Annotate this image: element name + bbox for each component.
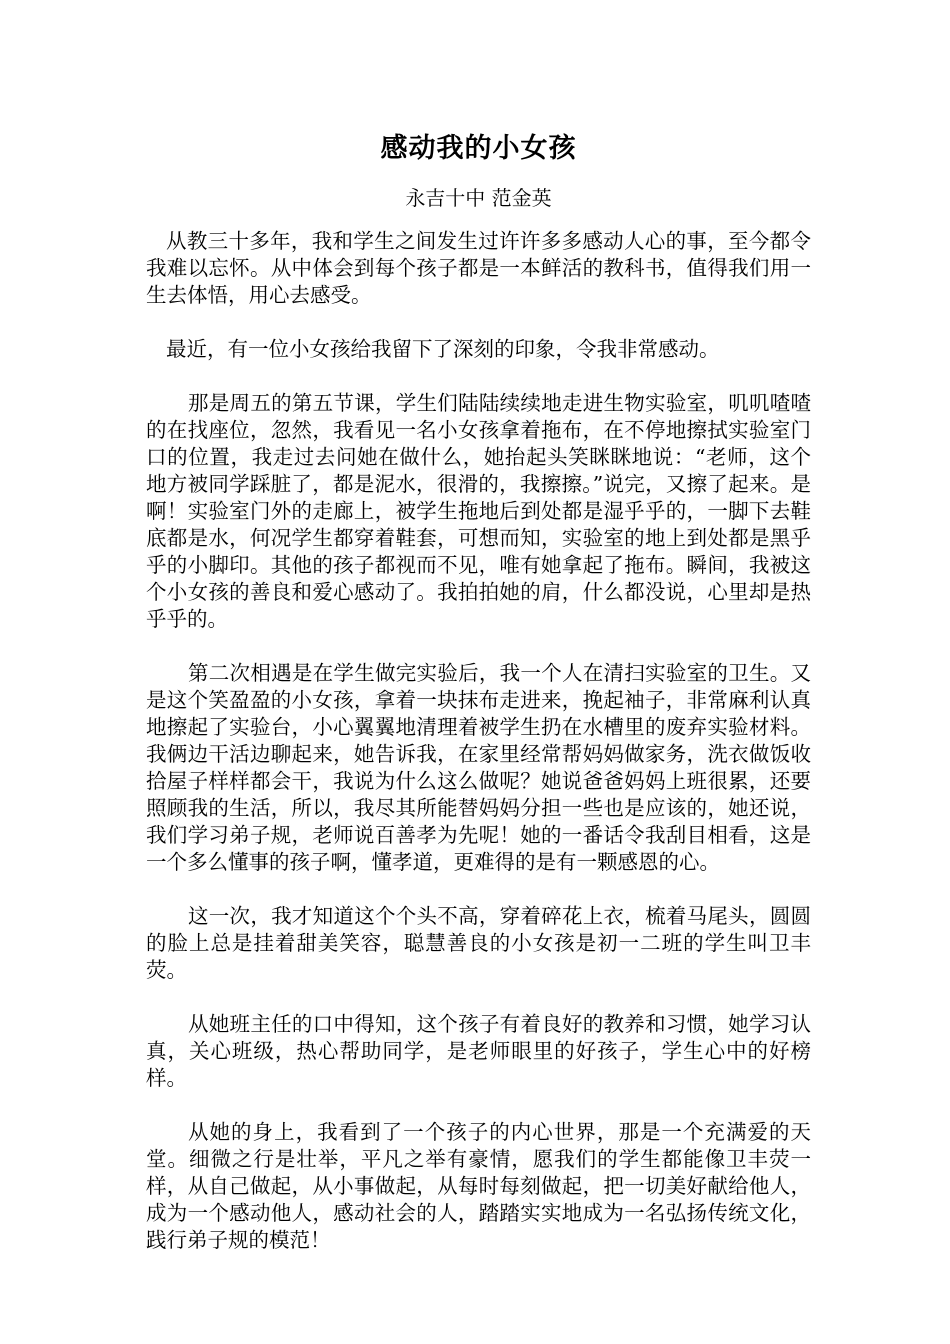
paragraph-7: 从她的身上，我看到了一个孩子的内心世界，那是一个充满爱的天堂。细微之行是壮举，平凡之举有豪情，愿我们的学生都能像卫丰荧一样，从自己做起，从小事做起，从每时每刻做起，把一切美好献给他人，成为一个感动他人，感动社会的人，踏踏实实地成为一名弘扬传统文化，践行弟子规的模范！ [146, 1120, 811, 1252]
document-page [146, 128, 811, 1281]
document-author: 永吉十中 范金英 [405, 186, 552, 210]
document-title: 感动我的小女孩 [380, 133, 577, 164]
paragraph-6: 从她班主任的口中得知，这个孩子有着良好的教养和习惯，她学习认真，关心班级，热心帮助同学，是老师眼里的好孩子，学生心中的好榜样。 [146, 1012, 811, 1090]
paragraph-1: 从教三十多年，我和学生之间发生过许许多多感动人心的事，至今都令我难以忘怀。从中体会到每个孩子都是一本鲜活的教科书，值得我们用一生去体悟，用心去感受。 [146, 229, 811, 307]
paragraph-2: 最近，有一位小女孩给我留下了深刻的印象，令我非常感动。 [166, 337, 720, 361]
paragraph-3: 那是周五的第五节课，学生们陆陆续续地走进生物实验室，叽叽喳喳的在找座位，忽然，我看见一名小女孩拿着拖布，在不停地擦拭实验室门口的位置，我走过去问她在做什么，她抬起头笑眯眯地说：“老师，这个地方被同学踩脏了，都是泥水，很滑的，我擦擦。”说完，又擦了起来。是啊！实验室门外的走廊上，被学生拖地后到处都是湿乎乎的，一脚下去鞋底都是水，何况学生都穿着鞋套，可想而知，实验室的地上到处都是黑乎乎的小脚印。其他的孩子都视而不见，唯有她拿起了拖布。瞬间，我被这个小女孩的善良和爱心感动了。我拍拍她的肩，什么都没说，心里却是热乎乎的。 [146, 391, 811, 631]
paragraph-4: 第二次相遇是在学生做完实验后，我一个人在清扫实验室的卫生。又是这个笑盈盈的小女孩，拿着一块抹布走进来，挽起袖子，非常麻利认真地擦起了实验台，小心翼翼地清理着被学生扔在水槽里的废弃实验材料。我俩边干活边聊起来，她告诉我，在家里经常帮妈妈做家务，洗衣做饭收拾屋子样样都会干，我说为什么这么做呢？她说爸爸妈妈上班很累，还要照顾我的生活，所以，我尽其所能替妈妈分担一些也是应该的，她还说，我们学习弟子规，老师说百善孝为先呢！她的一番话令我刮目相看，这是一个多么懂事的孩子啊，懂孝道，更难得的是有一颗感恩的心。 [146, 661, 811, 874]
paragraph-5: 这一次，我才知道这个个头不高，穿着碎花上衣，梳着马尾头，圆圆的脸上总是挂着甜美笑容，聪慧善良的小女孩是初一二班的学生叫卫丰荧。 [146, 904, 811, 982]
